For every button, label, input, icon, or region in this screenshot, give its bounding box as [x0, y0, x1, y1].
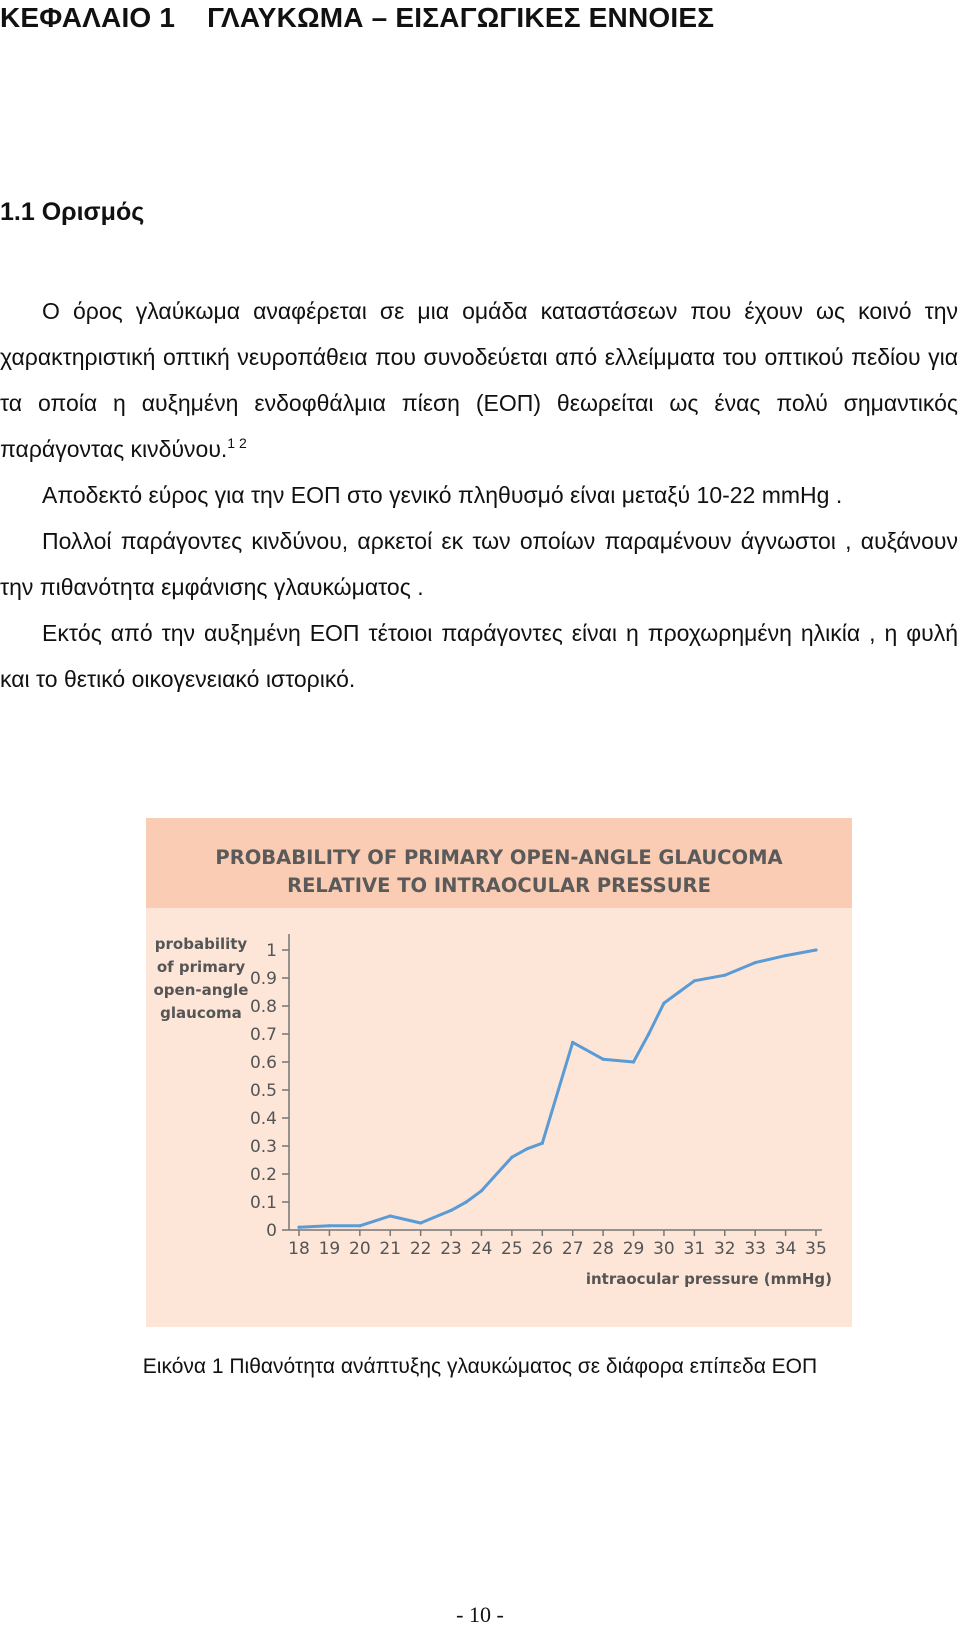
x-tick-label: 23: [440, 1239, 462, 1259]
x-tick-label: 33: [744, 1239, 766, 1259]
paragraph-other-factors: Εκτός από την αυξημένη ΕΟΠ τέτοιοι παράγοντες είναι η προχωρημένη ηλικία , η φυλή και το θετικό οικογενειακό ιστορικό.: [0, 620, 958, 692]
x-tick-label: 26: [531, 1239, 554, 1259]
x-tick-label: 20: [349, 1239, 371, 1259]
y-tick-label: 0.4: [249, 1109, 277, 1129]
data-point: [723, 974, 726, 977]
figure-caption: Εικόνα 1 Πιθανότητα ανάπτυξης γλαυκώματος σε διάφορα επίπεδα ΕΟΠ: [142, 1355, 818, 1378]
chapter-title: ΚΕΦΑΛΑΙΟ 1 ΓΛΑΥΚΩΜΑ – ΕΙΣΑΓΩΓΙΚΕΣ ΕΝΝΟΙΕΣ: [0, 2, 715, 33]
chart-title-line-1: PROBABILITY OF PRIMARY OPEN-ANGLE GLAUCOMA: [215, 846, 783, 869]
x-tick-label: 19: [318, 1239, 341, 1259]
y-axis-label-line-1: probability: [154, 935, 248, 953]
y-tick-label: 0.2: [249, 1165, 277, 1185]
page-number: - 10 -: [456, 1602, 504, 1627]
data-point: [419, 1221, 422, 1224]
x-tick-label: 21: [379, 1239, 402, 1259]
probability-series-line: [299, 950, 816, 1227]
data-point: [328, 1224, 331, 1227]
y-tick-label: 1: [266, 941, 277, 961]
x-tick-label: 24: [470, 1239, 493, 1259]
x-tick-label: 30: [653, 1239, 675, 1259]
paragraph-definition-text: Ο όρος γλαύκωμα αναφέρεται σε μια ομάδα καταστάσεων που έχουν ως κοινό την χαρακτηριστική οπτική νευροπάθεια που συνοδεύεται από ελλείμματα του οπτικού πεδίου για τα οποία η αυξημένη ενδοφθάλμια πίεση (ΕΟΠ) θεωρείται ως ένας πολύ σημαντικός παράγοντας κινδύνου.: [0, 298, 958, 462]
body-text: [0, 288, 958, 702]
y-tick-label: 0: [266, 1221, 277, 1241]
chart-title-line-2: RELATIVE TO INTRAOCULAR PRESSURE: [287, 874, 711, 897]
data-point: [480, 1189, 483, 1192]
x-tick-label: 27: [561, 1239, 584, 1259]
glaucoma-probability-figure: [146, 818, 852, 1327]
data-point: [814, 948, 817, 951]
y-axis-label-line-2: of primary: [156, 958, 246, 976]
x-tick-label: 18: [288, 1239, 310, 1259]
y-axis-label-line-4: glaucoma: [160, 1004, 242, 1022]
data-point: [662, 1002, 665, 1005]
x-tick-label: 22: [409, 1239, 432, 1259]
y-tick-label: 0.1: [249, 1193, 277, 1213]
x-tick-label: 32: [713, 1239, 736, 1259]
y-tick-label: 0.7: [249, 1025, 277, 1045]
y-tick-label: 0.6: [249, 1053, 277, 1073]
data-point: [541, 1142, 544, 1145]
data-point: [389, 1214, 392, 1217]
data-point: [465, 1200, 468, 1203]
data-point: [297, 1226, 300, 1229]
x-tick-label: 35: [805, 1239, 827, 1259]
y-ticks: [250, 941, 289, 1241]
data-point: [602, 1058, 605, 1061]
chart-svg: [146, 818, 852, 1327]
data-point: [784, 954, 787, 957]
y-tick-label: 0.8: [249, 997, 277, 1017]
y-tick-label: 0.5: [249, 1081, 277, 1101]
y-axis-label-line-3: open-angle: [153, 981, 249, 999]
x-tick-label: 25: [501, 1239, 523, 1259]
data-point: [525, 1147, 528, 1150]
data-point: [647, 1032, 650, 1035]
x-tick-label: 31: [683, 1239, 706, 1259]
x-axis-label: intraocular pressure (mmHg): [585, 1270, 832, 1288]
data-point: [632, 1060, 635, 1063]
data-point: [571, 1041, 574, 1044]
data-point: [358, 1224, 361, 1227]
x-tick-label: 28: [592, 1239, 614, 1259]
reference-superscript: 1 2: [227, 435, 247, 451]
paragraph-definition: [0, 288, 958, 472]
y-tick-label: 0.3: [249, 1137, 277, 1157]
data-point: [678, 990, 681, 993]
y-tick-label: 0.9: [249, 969, 277, 989]
data-point: [754, 961, 757, 964]
x-ticks: [288, 1230, 827, 1259]
section-title: 1.1 Ορισμός: [0, 198, 145, 226]
data-point: [449, 1209, 452, 1212]
paragraph-risk-factors: Πολλοί παράγοντες κινδύνου, αρκετοί εκ των οποίων παραμένουν άγνωστοι , αυξάνουν την πιθανότητα εμφάνισης γλαυκώματος .: [0, 528, 958, 600]
data-point: [693, 979, 696, 982]
data-point: [510, 1156, 513, 1159]
x-tick-label: 34: [774, 1239, 797, 1259]
paragraph-iop-range: Αποδεκτό εύρος για την ΕΟΠ στο γενικό πληθυσμό είναι μεταξύ 10-22 mmHg .: [42, 482, 843, 508]
x-tick-label: 29: [622, 1239, 645, 1259]
